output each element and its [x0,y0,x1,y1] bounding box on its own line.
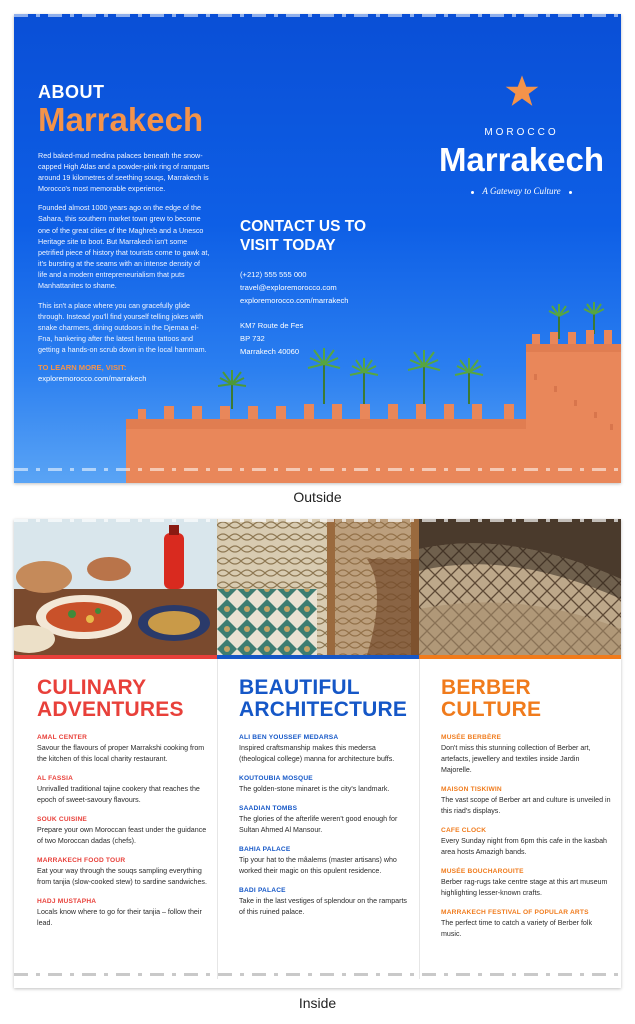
inside-caption: Inside [298,995,337,1011]
item-desc: The glories of the afterlife weren't good enough for Sultan Ahmed Al Mansour. [239,814,398,834]
list-item [37,898,207,929]
list-item [239,846,409,877]
column-title [239,677,409,722]
list-item [37,734,207,765]
palm-4 [408,350,440,406]
list-item [441,909,611,940]
title-line: ADVENTURES [37,698,184,722]
architecture-column [239,677,409,928]
item-title: AL FASSIA [37,774,74,782]
list-item [239,887,409,918]
item-title: SAADIAN TOMBS [239,804,298,812]
textile-photo [419,519,621,655]
column-title [441,677,611,722]
palm-5 [455,358,483,404]
item-title: MAISON TISKIWIN [441,785,502,793]
item-desc: The vast scope of Berber art and culture is unveiled in this riad's displays. [441,795,611,815]
item-title: CAFE CLOCK [441,826,487,834]
accent-bar-orange [419,655,621,659]
column-title [37,677,207,722]
about-paragraph: This isn't a place where you can gracefully glide through. Instead you'll find yourself telling jokes with snake charmers, dining outdoors in the Djemaa el-Fna, hankering after the latest henna tattoos and getting a hands-on scrub down in the local hammam. [38,300,207,355]
item-title: HADJ MUSTAPHA [37,897,97,905]
item-desc: The golden-stone minaret is the city's landmark. [239,784,390,793]
brochure-outside [14,14,621,483]
contact-website[interactable]: exploremorocco.com/marrakech [240,296,349,305]
list-item [441,786,611,817]
title-line: BEAUTIFUL [239,676,360,699]
item-desc: Inspired craftsmanship makes this medersa (theological college) manna for architecture buffs. [239,743,395,763]
item-desc: Unrivalled traditional tajine cookery that reaches the epoch of sweet-savoury flavours. [37,784,200,804]
contact-section [240,218,380,359]
title-line: CULINARY [37,676,147,699]
outside-caption: Outside [293,489,342,505]
item-title: MARRAKECH FOOD TOUR [37,856,126,864]
title-line: ARCHITECTURE [239,698,408,722]
list-item [37,857,207,888]
list-item [441,827,611,858]
architecture-photo [217,519,419,655]
contact-address [240,320,380,359]
culinary-column [37,677,207,939]
cover-section [434,74,609,196]
cover-city: Marrakech [438,141,605,178]
item-title: AMAL CENTER [37,733,88,741]
item-desc: Savour the flavours of proper Marrakshi cooking from the kitchen of this local charity restaurant. [37,743,205,763]
title-line: BERBER [441,676,531,699]
item-title: KOUTOUBIA MOSQUE [239,774,313,782]
item-title: BAHIA PALACE [239,845,291,853]
item-title: BADI PALACE [239,886,286,894]
fold-guide-bottom [14,468,621,471]
brochure-inside [14,519,621,988]
fold-guide-top [14,519,621,522]
list-item [239,805,409,836]
list-item [441,868,611,899]
palm-1 [218,370,246,409]
learn-more-link[interactable]: exploremorocco.com/marrakech [38,374,147,384]
item-desc: Tip your hat to the mâalems (master artisans) who worked their magic on this opulent residence. [239,855,397,875]
about-paragraph: Founded almost 1000 years ago on the edge of the Sahara, this southern market town grew to become one of the great cities of the Maghreb and a Unesco Heritage site to boot. But Marrakech isn't some petrified piece of history that tourists come to gawk at, it's bursting at the seams with an intense density of life and a modern entrepreneurialism that puts Manhattanites to shame. [38,203,210,291]
contact-phone[interactable]: (+212) 555 555 000 [240,270,307,280]
cover-tagline [434,186,609,196]
about-label: ABOUT [38,82,105,102]
star-icon [505,74,539,108]
about-paragraph: Red baked-mud medina palaces beneath the snow-capped High Atlas and a powder-pink ring of ramparts around 19 kilometres of seething souqs, Marrakech is Morocco's most memorable experience. [38,150,210,194]
about-city: Marrakech [38,101,204,138]
item-desc: The perfect time to catch a variety of Berber folk music. [441,918,593,938]
food-photo [14,519,217,655]
fold-guide-bottom [14,973,621,976]
list-item [37,775,207,806]
item-title: MUSÉE BERBÈRE [441,733,502,741]
item-desc: Every Sunday night from 6pm this cafe in the kasbah area hosts Amazigh bands. [441,836,608,856]
tagline-text: A Gateway to Culture [482,186,561,197]
fold-guide-top [14,14,621,17]
list-item [441,734,611,776]
column-divider [419,659,420,979]
dot-icon [569,191,572,194]
learn-more-label: TO LEARN MORE, VISIT: [38,363,127,373]
address-line: Marrakech 40060 [240,346,300,356]
palm-3 [350,358,378,406]
about-section [38,82,210,383]
item-desc: Take in the last vestiges of splendour on the ramparts of this ruined palace. [239,896,407,916]
item-title: SOUK CUISINE [37,815,88,823]
accent-bar-red [14,655,217,659]
item-title: MUSÉE BOUCHAROUITE [441,867,524,875]
item-desc: Prepare your own Moroccan feast under the guidance of two Moroccan dadas (chefs). [37,825,207,845]
list-item [239,775,409,795]
contact-email[interactable]: travel@exploremorocco.com [240,283,337,293]
berber-column [441,677,611,950]
contact-title: CONTACT US TO VISIT TODAY [240,218,367,254]
palm-6 [584,302,604,334]
item-title: MARRAKECH FESTIVAL OF POPULAR ARTS [441,908,589,916]
item-desc: Eat your way through the souqs sampling everything from tanjia (slow-cooked stew) to sardine sandwiches. [37,866,207,886]
column-divider [217,659,218,979]
item-desc: Locals know where to go for their tanjia – follow their lead. [37,907,202,927]
list-item [37,816,207,847]
dot-icon [471,191,474,194]
item-title: ALI BEN YOUSSEF MEDARSA [239,733,339,741]
accent-bar-blue [217,655,419,659]
list-item [239,734,409,765]
title-line: CULTURE [441,698,542,722]
cover-country: MOROCCO [484,127,559,138]
address-line: KM7 Route de Fes [240,320,304,330]
item-desc: Berber rag-rugs take centre stage at this art museum highlighting lesser-known crafts. [441,877,608,897]
address-line: BP 732 [240,333,265,343]
item-desc: Don't miss this stunning collection of Berber art, artefacts, jewellery and textiles inside Jardin Majorelle. [441,743,591,774]
